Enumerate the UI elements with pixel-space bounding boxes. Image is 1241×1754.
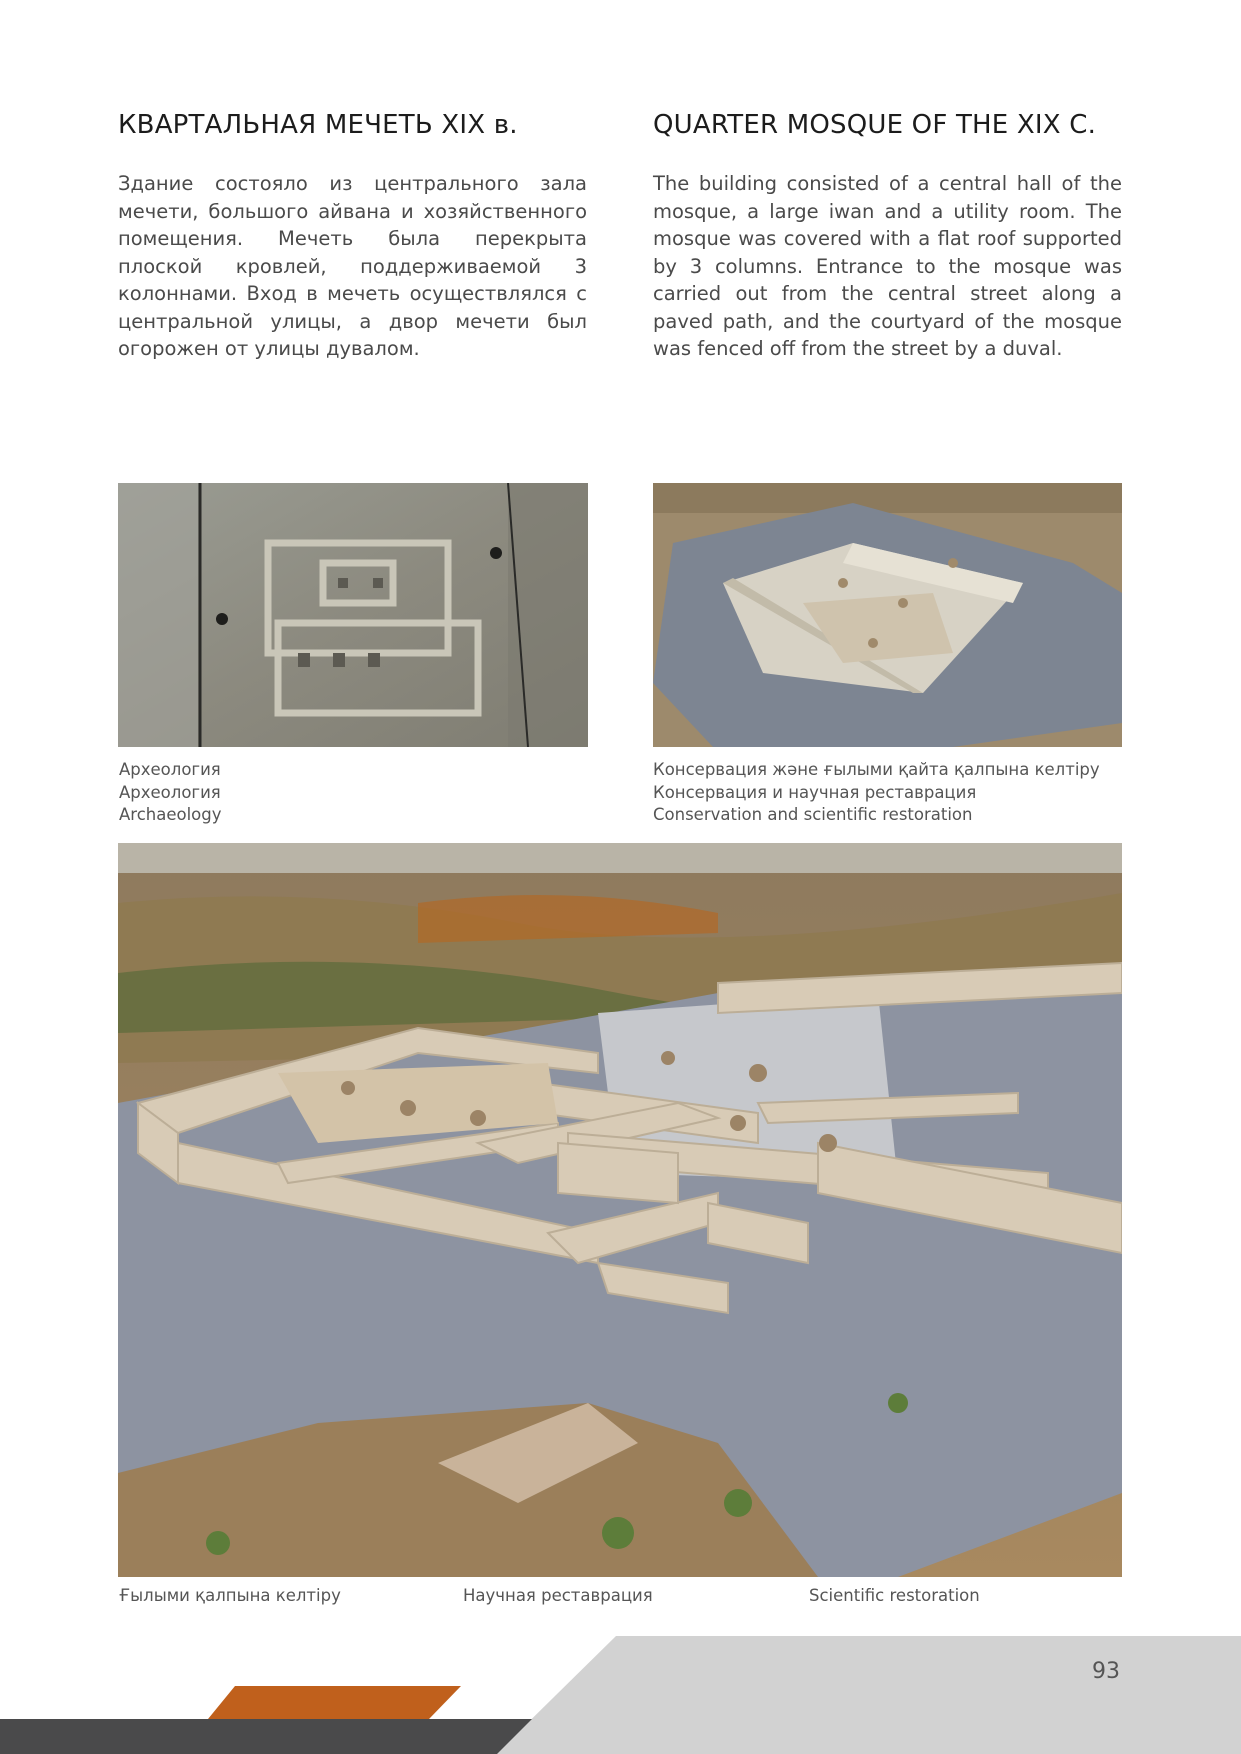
caption-line-en: Conservation and scientific restoration — [653, 805, 973, 824]
description-en: The building consisted of a central hall of the mosque, a large iwan and a utility room. The mosque was covered with a flat roof supported by 3 columns. Entrance to the mosque was carried out from the central street along a paved path, and the courtyard of the mosque was fenced off from the street by a duval. — [653, 172, 1122, 360]
archaeology-photo — [118, 483, 588, 747]
restoration-caption-kz: Ғылыми қалпына келтіру — [119, 1586, 341, 1605]
description-ru: Здание состояло из центрального зала мечети, большого айвана и хозяйственного помещения. Мечеть была перекрыта плоской кровлей, поддерживаемой 3 колоннами. Вход в мечеть осуществлялся с центральной улицы, а двор мечети был огорожен от улицы дувалом. — [118, 172, 587, 360]
caption-line-kz: Консервация және ғылыми қайта қалпына келтіру — [653, 760, 1100, 779]
restoration-caption-en: Scientific restoration — [809, 1586, 980, 1605]
caption-line-ru: Консервация и научная реставрация — [653, 782, 977, 802]
conservation-photo — [653, 483, 1122, 747]
restoration-photo — [118, 843, 1122, 1577]
caption-line-ru: Археология — [119, 782, 221, 802]
footer-orange-stripe — [208, 1686, 461, 1719]
footer-decoration — [0, 1636, 1241, 1754]
caption-line-en: Archaeology — [119, 805, 222, 824]
page-number: 93 — [1092, 1659, 1120, 1684]
conservation-caption — [653, 759, 1100, 827]
footer-dark-band — [0, 1719, 532, 1754]
page-title-en: QUARTER MOSQUE OF THE XIX C. — [653, 110, 1097, 140]
caption-line-kz: Археология — [119, 760, 221, 779]
restoration-caption-ru: Научная реставрация — [463, 1586, 653, 1605]
page-title-ru: КВАРТАЛЬНАЯ МЕЧЕТЬ XIX в. — [118, 110, 518, 140]
footer-grey-band — [496, 1636, 1241, 1754]
archaeology-caption — [119, 759, 222, 827]
